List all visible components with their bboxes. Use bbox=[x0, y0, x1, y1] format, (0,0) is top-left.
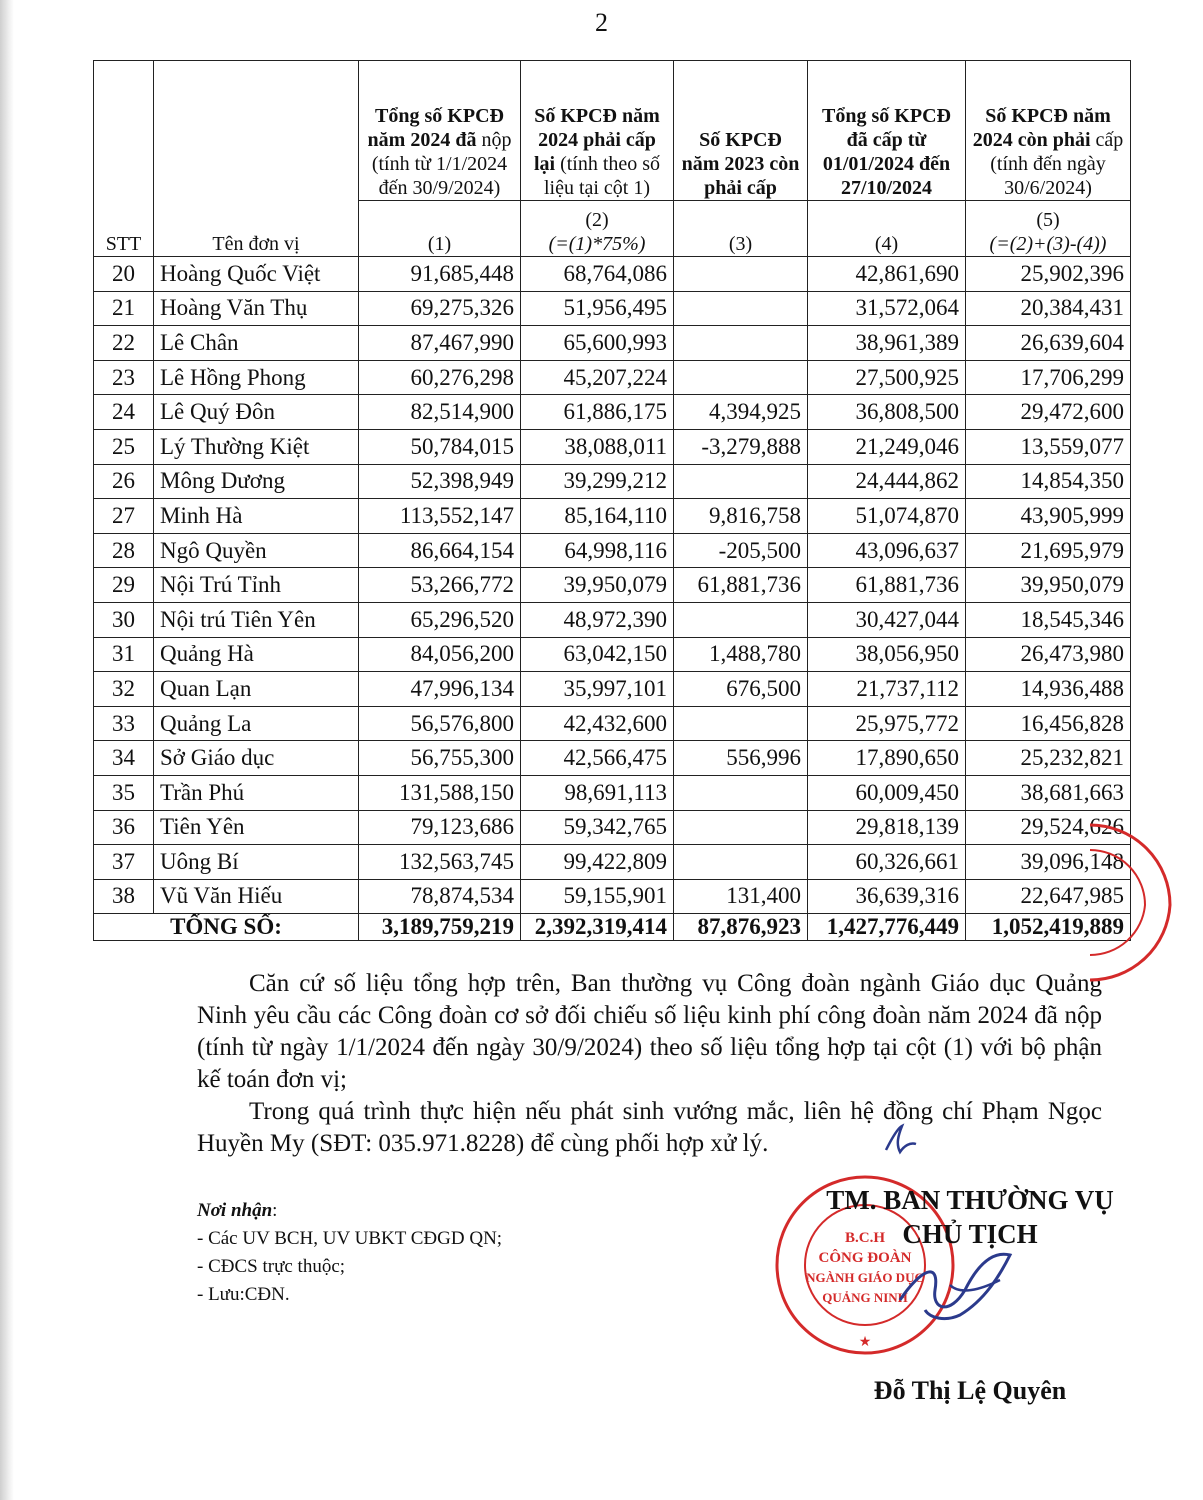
row-col5: 13,559,077 bbox=[966, 429, 1131, 464]
formula-col2: (=(1)*75%) bbox=[548, 233, 646, 255]
formula-col5: (=(2)+(3)-(4)) bbox=[989, 233, 1107, 255]
row-stt: 21 bbox=[94, 291, 154, 326]
row-stt: 24 bbox=[94, 395, 154, 430]
edge-seal-icon bbox=[1070, 815, 1180, 985]
row-col5: 25,232,821 bbox=[966, 741, 1131, 776]
row-col2: 51,956,495 bbox=[521, 291, 674, 326]
row-col1: 86,664,154 bbox=[359, 533, 521, 568]
row-col5: 20,384,431 bbox=[966, 291, 1131, 326]
row-col2: 39,299,212 bbox=[521, 464, 674, 499]
row-col5: 39,096,148 bbox=[966, 845, 1131, 880]
row-col1: 79,123,686 bbox=[359, 810, 521, 845]
row-col5: 17,706,299 bbox=[966, 360, 1131, 395]
row-col1: 84,056,200 bbox=[359, 637, 521, 672]
row-col4: 60,009,450 bbox=[808, 775, 966, 810]
row-col1: 91,685,448 bbox=[359, 257, 521, 292]
row-col1: 69,275,326 bbox=[359, 291, 521, 326]
table-row bbox=[94, 326, 1131, 361]
row-col5: 38,681,663 bbox=[966, 775, 1131, 810]
table-row bbox=[94, 637, 1131, 672]
row-col3: 4,394,925 bbox=[674, 395, 808, 430]
row-col5: 29,472,600 bbox=[966, 395, 1131, 430]
total-col3: 87,876,923 bbox=[674, 914, 808, 941]
row-col5: 39,950,079 bbox=[966, 568, 1131, 603]
row-col3 bbox=[674, 326, 808, 361]
table-row bbox=[94, 257, 1131, 292]
row-stt: 22 bbox=[94, 326, 154, 361]
row-stt: 34 bbox=[94, 741, 154, 776]
header-col4 bbox=[808, 61, 966, 201]
row-stt: 32 bbox=[94, 672, 154, 707]
row-col1: 87,467,990 bbox=[359, 326, 521, 361]
row-col1: 50,784,015 bbox=[359, 429, 521, 464]
paragraph-reconcile bbox=[197, 968, 1102, 1096]
table-row bbox=[94, 741, 1131, 776]
row-col1: 131,588,150 bbox=[359, 775, 521, 810]
table-row bbox=[94, 499, 1131, 534]
table-body bbox=[94, 257, 1131, 914]
row-col1: 78,874,534 bbox=[359, 879, 521, 914]
row-col1: 53,266,772 bbox=[359, 568, 521, 603]
row-col3 bbox=[674, 291, 808, 326]
paragraph-contact bbox=[197, 1096, 1102, 1160]
row-col1: 60,276,298 bbox=[359, 360, 521, 395]
row-col5: 16,456,828 bbox=[966, 706, 1131, 741]
table-row bbox=[94, 879, 1131, 914]
header-col5-bold: Số KPCĐ năm 2024 còn phải bbox=[972, 105, 1111, 151]
row-unit-name: Lê Chân bbox=[154, 326, 359, 361]
row-col4: 38,056,950 bbox=[808, 637, 966, 672]
row-col2: 99,422,809 bbox=[521, 845, 674, 880]
row-col4: 61,881,736 bbox=[808, 568, 966, 603]
col-number-2-cell bbox=[521, 201, 674, 257]
row-unit-name: Lê Hồng Phong bbox=[154, 360, 359, 395]
header-col1-bold: Tổng số KPCĐ năm 2024 đã bbox=[367, 105, 504, 151]
row-col4: 29,818,139 bbox=[808, 810, 966, 845]
row-col3 bbox=[674, 845, 808, 880]
handwritten-signature-icon bbox=[890, 1230, 1030, 1340]
row-stt: 31 bbox=[94, 637, 154, 672]
initial-mark-icon bbox=[880, 1120, 920, 1160]
row-unit-name: Nội trú Tiên Yên bbox=[154, 602, 359, 637]
total-col4: 1,427,776,449 bbox=[808, 914, 966, 941]
row-stt: 25 bbox=[94, 429, 154, 464]
row-col3: 9,816,758 bbox=[674, 499, 808, 534]
recipients: Nơi nhận: - Các UV BCH, UV UBKT CĐGD QN; - CĐCS trực thuộc; - Lưu:CĐN. bbox=[197, 1197, 502, 1309]
row-col4: 31,572,064 bbox=[808, 291, 966, 326]
svg-text:★: ★ bbox=[858, 1335, 872, 1350]
table-row bbox=[94, 291, 1131, 326]
total-col2: 2,392,319,414 bbox=[521, 914, 674, 941]
row-col3 bbox=[674, 360, 808, 395]
row-col2: 64,998,116 bbox=[521, 533, 674, 568]
total-row bbox=[94, 914, 1131, 941]
col-number-4: (4) bbox=[808, 201, 966, 257]
header-col3-bold: Số KPCĐ năm 2023 còn phải cấp bbox=[681, 129, 800, 199]
row-unit-name: Quảng Hà bbox=[154, 637, 359, 672]
row-col3 bbox=[674, 810, 808, 845]
page-number: 2 bbox=[595, 8, 608, 37]
row-stt: 27 bbox=[94, 499, 154, 534]
table-row bbox=[94, 360, 1131, 395]
table-row bbox=[94, 464, 1131, 499]
row-col2: 65,600,993 bbox=[521, 326, 674, 361]
row-col2: 42,566,475 bbox=[521, 741, 674, 776]
row-unit-name: Vũ Văn Hiếu bbox=[154, 879, 359, 914]
header-col4-bold: Tổng số KPCĐ đã cấp từ 01/01/2024 đến 27/10/2024 bbox=[822, 105, 951, 199]
row-col2: 59,342,765 bbox=[521, 810, 674, 845]
total-label: TỔNG SỐ: bbox=[94, 914, 359, 941]
signature-line-1: TM. BAN THƯỜNG VỤ bbox=[826, 1185, 1114, 1215]
row-col2: 48,972,390 bbox=[521, 602, 674, 637]
table-row bbox=[94, 533, 1131, 568]
row-col2: 85,164,110 bbox=[521, 499, 674, 534]
row-col1: 52,398,949 bbox=[359, 464, 521, 499]
row-col2: 98,691,113 bbox=[521, 775, 674, 810]
row-unit-name: Quảng La bbox=[154, 706, 359, 741]
row-col4: 36,808,500 bbox=[808, 395, 966, 430]
row-col4: 60,326,661 bbox=[808, 845, 966, 880]
table-row bbox=[94, 568, 1131, 603]
row-col3: 1,488,780 bbox=[674, 637, 808, 672]
table-row bbox=[94, 602, 1131, 637]
header-col2-rest: (tính theo số liệu tại cột 1) bbox=[543, 153, 661, 199]
row-col5: 18,545,346 bbox=[966, 602, 1131, 637]
header-stt: STT bbox=[94, 61, 154, 257]
row-stt: 30 bbox=[94, 602, 154, 637]
row-col4: 38,961,389 bbox=[808, 326, 966, 361]
row-col3: -3,279,888 bbox=[674, 429, 808, 464]
row-col5: 21,695,979 bbox=[966, 533, 1131, 568]
row-col4: 21,249,046 bbox=[808, 429, 966, 464]
row-stt: 33 bbox=[94, 706, 154, 741]
row-col3 bbox=[674, 257, 808, 292]
seal-line-2: CÔNG ĐOÀN bbox=[818, 1250, 912, 1266]
table-row bbox=[94, 429, 1131, 464]
row-stt: 26 bbox=[94, 464, 154, 499]
row-unit-name: Minh Hà bbox=[154, 499, 359, 534]
row-unit-name: Hoàng Văn Thụ bbox=[154, 291, 359, 326]
row-col4: 30,427,044 bbox=[808, 602, 966, 637]
row-col3: 61,881,736 bbox=[674, 568, 808, 603]
row-col1: 56,576,800 bbox=[359, 706, 521, 741]
row-col3: 676,500 bbox=[674, 672, 808, 707]
col-number-2: (2) bbox=[585, 209, 609, 231]
row-unit-name: Lê Quý Đôn bbox=[154, 395, 359, 430]
recipient-item: - Các UV BCH, UV UBKT CĐGD QN; bbox=[197, 1228, 503, 1249]
row-col4: 24,444,862 bbox=[808, 464, 966, 499]
table-row bbox=[94, 672, 1131, 707]
row-col4: 36,639,316 bbox=[808, 879, 966, 914]
seal-line-4: QUẢNG NINH bbox=[822, 1290, 908, 1305]
funding-table bbox=[93, 60, 1131, 941]
row-unit-name: Ngô Quyền bbox=[154, 533, 359, 568]
row-col2: 38,088,011 bbox=[521, 429, 674, 464]
header-col5-rest: cấp (tính đến ngày 30/6/2024) bbox=[990, 129, 1124, 199]
row-col5: 43,905,999 bbox=[966, 499, 1131, 534]
row-col4: 27,500,925 bbox=[808, 360, 966, 395]
row-col4: 25,975,772 bbox=[808, 706, 966, 741]
paragraph-reconcile-text: Căn cứ số liệu tổng hợp trên, Ban thường vụ Công đoàn ngành Giáo dục Quảng Ninh yêu cầu các Công đoàn cơ sở đối chiếu số liệu kinh phí công đoàn năm 2024 đã nộp (tính từ ngày 1/1/2024 đến ngày 30/9/2024) theo số liệu tổng hợp tại cột (1) với bộ phận kế toán đơn vị; bbox=[197, 970, 1102, 1093]
row-unit-name: Hoàng Quốc Việt bbox=[154, 257, 359, 292]
header-col3 bbox=[674, 61, 808, 201]
recipients-title: Nơi nhận bbox=[197, 1200, 273, 1221]
signature-line-2: CHỦ TỊCH bbox=[902, 1219, 1038, 1249]
col-number-5-cell bbox=[966, 201, 1131, 257]
row-stt: 36 bbox=[94, 810, 154, 845]
table-row bbox=[94, 395, 1131, 430]
row-col3 bbox=[674, 464, 808, 499]
row-col3: 556,996 bbox=[674, 741, 808, 776]
row-unit-name: Tiên Yên bbox=[154, 810, 359, 845]
row-col5: 25,902,396 bbox=[966, 257, 1131, 292]
row-col1: 132,563,745 bbox=[359, 845, 521, 880]
table-row bbox=[94, 845, 1131, 880]
row-col3 bbox=[674, 706, 808, 741]
row-col5: 14,936,488 bbox=[966, 672, 1131, 707]
row-stt: 38 bbox=[94, 879, 154, 914]
col-number-1: (1) bbox=[359, 201, 521, 257]
row-col2: 59,155,901 bbox=[521, 879, 674, 914]
table-row bbox=[94, 810, 1131, 845]
row-col5: 26,639,604 bbox=[966, 326, 1131, 361]
row-col1: 56,755,300 bbox=[359, 741, 521, 776]
row-col3 bbox=[674, 602, 808, 637]
row-stt: 37 bbox=[94, 845, 154, 880]
header-col1 bbox=[359, 61, 521, 201]
col-number-5: (5) bbox=[1036, 209, 1060, 231]
row-col1: 82,514,900 bbox=[359, 395, 521, 430]
header-col1-rest: nộp (tính từ 1/1/2024 đến 30/9/2024) bbox=[371, 129, 512, 199]
row-unit-name: Nội Trú Tỉnh bbox=[154, 568, 359, 603]
recipient-item: - Lưu:CĐN. bbox=[197, 1284, 290, 1305]
row-col1: 47,996,134 bbox=[359, 672, 521, 707]
page-edge-shadow bbox=[0, 0, 14, 1500]
row-col2: 35,997,101 bbox=[521, 672, 674, 707]
row-col2: 63,042,150 bbox=[521, 637, 674, 672]
row-col2: 45,207,224 bbox=[521, 360, 674, 395]
row-unit-name: Lý Thường Kiệt bbox=[154, 429, 359, 464]
row-stt: 35 bbox=[94, 775, 154, 810]
row-unit-name: Mông Dương bbox=[154, 464, 359, 499]
row-col5: 14,854,350 bbox=[966, 464, 1131, 499]
recipient-item: - CĐCS trực thuộc; bbox=[197, 1256, 346, 1277]
row-col5: 22,647,985 bbox=[966, 879, 1131, 914]
paragraph-contact-text: Trong quá trình thực hiện nếu phát sinh vướng mắc, liên hệ đồng chí Phạm Ngọc Huyền My (SĐT: 035.971.8228) để cùng phối hợp xử lý. bbox=[197, 1098, 1102, 1157]
row-col4: 42,861,690 bbox=[808, 257, 966, 292]
header-col5 bbox=[966, 61, 1131, 201]
seal-line-1: B.C.H bbox=[844, 1230, 886, 1246]
row-col4: 21,737,112 bbox=[808, 672, 966, 707]
row-unit-name: Sở Giáo dục bbox=[154, 741, 359, 776]
row-col3: 131,400 bbox=[674, 879, 808, 914]
total-col1: 3,189,759,219 bbox=[359, 914, 521, 941]
header-unit-name: Tên đơn vị bbox=[154, 61, 359, 257]
row-unit-name: Quan Lạn bbox=[154, 672, 359, 707]
row-col2: 61,886,175 bbox=[521, 395, 674, 430]
header-col2 bbox=[521, 61, 674, 201]
total-col5: 1,052,419,889 bbox=[966, 914, 1131, 941]
row-col3: -205,500 bbox=[674, 533, 808, 568]
row-col2: 68,764,086 bbox=[521, 257, 674, 292]
row-col2: 39,950,079 bbox=[521, 568, 674, 603]
row-col5: 29,524,626 bbox=[966, 810, 1131, 845]
row-stt: 20 bbox=[94, 257, 154, 292]
row-stt: 29 bbox=[94, 568, 154, 603]
row-stt: 28 bbox=[94, 533, 154, 568]
row-unit-name: Trần Phú bbox=[154, 775, 359, 810]
signer-name: Đỗ Thị Lệ Quyên bbox=[873, 1376, 1067, 1405]
table-row bbox=[94, 775, 1131, 810]
row-col1: 65,296,520 bbox=[359, 602, 521, 637]
row-col2: 42,432,600 bbox=[521, 706, 674, 741]
row-col4: 43,096,637 bbox=[808, 533, 966, 568]
header-col2-bold: Số KPCĐ năm 2024 phải cấp lại bbox=[533, 105, 660, 175]
row-unit-name: Uông Bí bbox=[154, 845, 359, 880]
row-col4: 17,890,650 bbox=[808, 741, 966, 776]
row-col4: 51,074,870 bbox=[808, 499, 966, 534]
row-col1: 113,552,147 bbox=[359, 499, 521, 534]
seal-line-3: NGÀNH GIÁO DỤC bbox=[806, 1270, 924, 1285]
table-row bbox=[94, 706, 1131, 741]
row-col3 bbox=[674, 775, 808, 810]
row-stt: 23 bbox=[94, 360, 154, 395]
col-number-3: (3) bbox=[674, 201, 808, 257]
row-col5: 26,473,980 bbox=[966, 637, 1131, 672]
